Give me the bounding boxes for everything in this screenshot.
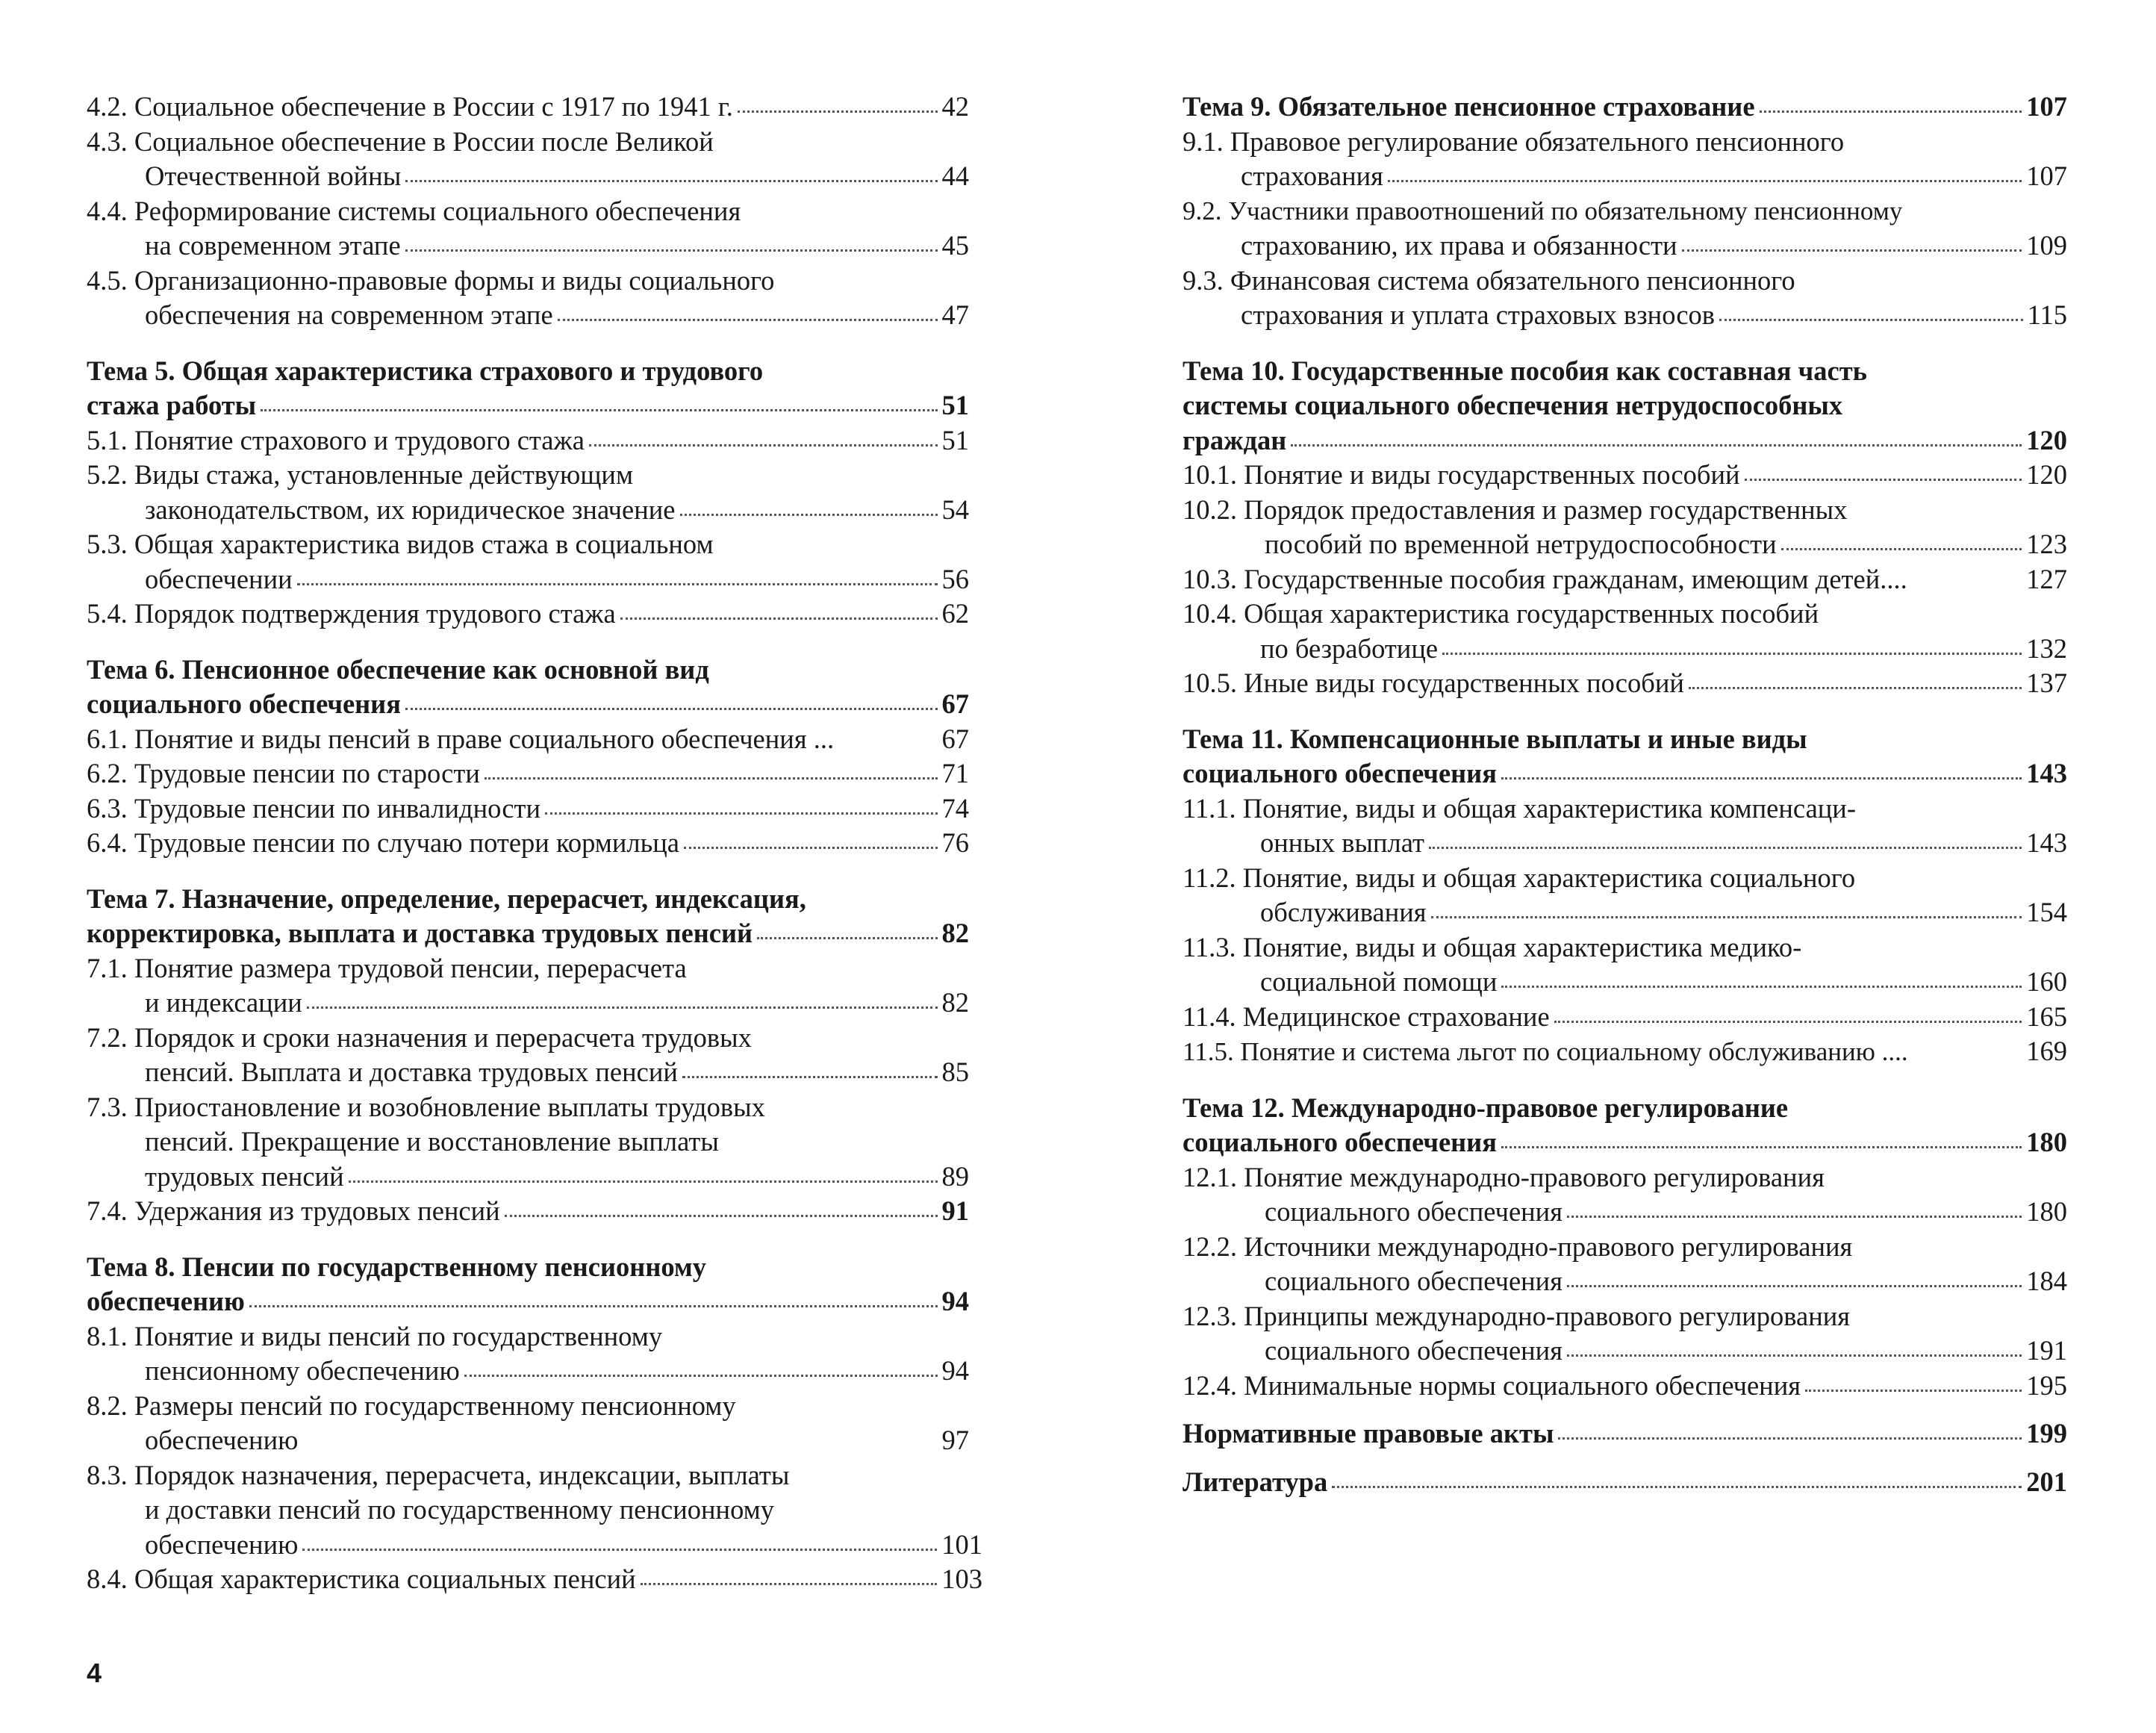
toc-entry-text: обеспечению <box>145 1528 299 1560</box>
toc-entry-text: 12.2. Источники международно-правового регулирования <box>1183 1230 1853 1262</box>
toc-leader-dots <box>307 1006 938 1009</box>
toc-leader-dots <box>405 708 938 710</box>
toc-leader-dots <box>1719 319 2023 321</box>
toc-entry-text: 10.3. Государственные пособия гражданам, имеющим детей.... <box>1183 563 1907 594</box>
toc-entry-text: 12.4. Минимальные нормы социального обеспечения <box>1183 1369 1801 1401</box>
toc-entry-text: 10.2. Порядок предоставления и размер государственных <box>1183 494 1848 525</box>
toc-entry-text: социального обеспечения <box>1265 1196 1563 1227</box>
toc-chapter-8-heading[interactable] <box>87 1250 969 1319</box>
toc-leader-dots <box>757 937 937 939</box>
toc-entry-text: страхования <box>1241 161 1383 191</box>
toc-entry-text: 5.2. Виды стажа, установленные действующим <box>87 459 634 490</box>
toc-page-number: 47 <box>941 299 969 330</box>
toc-leader-dots <box>349 1180 938 1183</box>
toc-leader-dots <box>738 111 938 113</box>
toc-group-chapter-5 <box>87 354 969 632</box>
toc-leader-dots <box>680 514 938 516</box>
toc-heading-text: Тема 6. Пенсионное обеспечение как основной вид <box>87 653 709 685</box>
toc-entry-text: страхованию, их права и обязанности <box>1241 230 1677 261</box>
toc-page-number: 56 <box>941 563 969 594</box>
toc-leader-dots <box>1567 1216 2022 1218</box>
toc-entry-text: пенсий. Прекращение и восстановление выплаты <box>145 1126 719 1157</box>
toc-leader-dots <box>558 319 938 321</box>
toc-entry-8-1[interactable] <box>87 1319 969 1389</box>
toc-entry-4-3[interactable] <box>87 125 969 194</box>
toc-page-number: 180 <box>2026 1196 2067 1227</box>
toc-entry-7-3[interactable] <box>87 1090 969 1195</box>
toc-entry-8-4[interactable] <box>87 1562 982 1597</box>
toc-heading-text: корректировка, выплата и доставка трудовых пенсий <box>87 918 753 948</box>
toc-leader-dots <box>302 1549 937 1551</box>
toc-heading-text: Тема 10. Государственные пособия как составная часть <box>1183 355 1867 386</box>
toc-leader-dots <box>1291 444 2022 447</box>
toc-leader-dots <box>1501 1146 2022 1148</box>
toc-entry-text: 6.1. Понятие и виды пенсий в праве социального обеспечения ... <box>87 723 835 754</box>
toc-page-number: 89 <box>941 1160 969 1192</box>
toc-entry-12-1[interactable] <box>1183 1160 2067 1230</box>
toc-chapter-9-heading[interactable] <box>1183 90 2067 125</box>
toc-entry-text: 4.3. Социальное обеспечение в России после Великой <box>87 125 714 157</box>
toc-entry-9-2[interactable] <box>1183 194 2067 264</box>
toc-group-chapter-7 <box>87 882 969 1229</box>
toc-entry-text: 10.5. Иные виды государственных пособий <box>1183 668 1684 698</box>
toc-group-literature <box>1183 1465 2067 1500</box>
toc-entry-7-2[interactable] <box>87 1021 969 1090</box>
toc-leader-dots <box>249 1305 938 1307</box>
toc-leader-dots <box>261 409 937 411</box>
toc-entry-7-1[interactable] <box>87 951 969 1021</box>
toc-page-number: 67 <box>941 688 969 719</box>
toc-leader-dots <box>641 1583 938 1585</box>
toc-left-column <box>87 90 982 1597</box>
toc-leader-dots <box>1682 249 2022 252</box>
toc-page-number: 91 <box>941 1195 969 1226</box>
toc-entry-text: 4.4. Реформирование системы социального обеспечения <box>87 195 741 226</box>
toc-entry-10-4[interactable] <box>1183 597 2067 666</box>
toc-entry-6-3[interactable] <box>87 791 969 827</box>
toc-entry-text: 11.2. Понятие, виды и общая характеристика социального <box>1183 862 1856 893</box>
toc-page-number: 143 <box>2026 827 2067 858</box>
toc-entry-text: 6.3. Трудовые пенсии по инвалидности <box>87 792 541 824</box>
toc-leader-dots <box>297 583 938 585</box>
toc-chapter-11-heading[interactable] <box>1183 722 2067 791</box>
toc-group-chapter-4 <box>87 90 969 333</box>
toc-leader-dots <box>405 180 937 182</box>
toc-page-number: 195 <box>2026 1369 2067 1401</box>
toc-entry-6-4[interactable] <box>87 826 969 861</box>
toc-leader-dots <box>545 812 937 815</box>
toc-entry-7-4[interactable] <box>87 1194 969 1229</box>
toc-entry-9-3[interactable] <box>1183 264 2067 333</box>
toc-heading-text: Тема 12. Международно-правовое регулирование <box>1183 1092 1789 1123</box>
toc-entry-4-4[interactable] <box>87 194 969 264</box>
toc-entry-text: на современном этапе <box>145 230 401 261</box>
toc-leader-dots <box>1501 777 2022 780</box>
toc-heading-text: Тема 9. Обязательное пенсионное страхование <box>1183 91 1755 122</box>
toc-entry-text: 8.1. Понятие и виды пенсий по государственному <box>87 1320 663 1351</box>
toc-entry-text: 9.2. Участники правоотношений по обязательному пенсионному <box>1183 196 1903 225</box>
toc-page-number: 201 <box>2026 1466 2067 1497</box>
toc-page-number: 169 <box>2026 1036 2067 1066</box>
toc-leader-dots <box>1442 653 2022 655</box>
toc-chapter-12-heading[interactable] <box>1183 1091 2067 1160</box>
toc-entry-8-3[interactable] <box>87 1458 982 1563</box>
toc-entry-11-3[interactable] <box>1183 930 2067 1000</box>
toc-entry-text: 12.1. Понятие международно-правового регулирования <box>1183 1161 1825 1192</box>
toc-entry-text: 7.1. Понятие размера трудовой пенсии, перерасчета <box>87 952 687 983</box>
toc-heading-text: Тема 11. Компенсационные выплаты и иные виды <box>1183 723 1807 754</box>
toc-page-number: 71 <box>941 758 969 788</box>
toc-entry-12-4[interactable] <box>1183 1369 2067 1404</box>
toc-entry-text: пенсий. Выплата и доставка трудовых пенсий <box>145 1057 678 1087</box>
toc-leader-dots <box>682 1076 938 1078</box>
toc-heading-text: Тема 8. Пенсии по государственному пенсионному <box>87 1251 707 1282</box>
toc-entry-9-1[interactable] <box>1183 125 2067 194</box>
toc-entry-text: 10.4. Общая характеристика государственных пособий <box>1183 598 1819 629</box>
toc-group-chapter-9 <box>1183 90 2067 333</box>
toc-page-number: 107 <box>2026 161 2067 191</box>
toc-entry-text: социальной помощи <box>1260 966 1498 997</box>
toc-entry-5-2[interactable] <box>87 458 969 527</box>
toc-entry-text: 8.3. Порядок назначения, перерасчета, индексации, выплаты <box>87 1459 790 1490</box>
toc-entry-text: 6.4. Трудовые пенсии по случаю потери кормильца <box>87 827 679 858</box>
toc-legal-acts-heading[interactable] <box>1183 1416 2067 1452</box>
toc-leader-dots <box>1501 986 2022 988</box>
toc-entry-5-3[interactable] <box>87 527 969 597</box>
toc-group-chapter-11 <box>1183 722 2067 1070</box>
toc-page-number: 101 <box>941 1528 982 1560</box>
toc-entry-11-4[interactable] <box>1183 1000 2067 1035</box>
toc-entry-10-3[interactable] <box>1183 562 2067 597</box>
toc-leader-dots <box>684 847 938 849</box>
toc-leader-dots <box>1431 916 2022 918</box>
toc-right-column <box>1183 90 2067 1499</box>
toc-heading-text: социального обеспечения <box>1183 1127 1497 1157</box>
toc-entry-11-5[interactable] <box>1183 1034 2067 1070</box>
toc-entry-6-2[interactable] <box>87 756 969 791</box>
toc-page-number: 160 <box>2026 966 2067 997</box>
toc-leader-dots <box>405 249 938 252</box>
toc-leader-dots <box>1388 180 2022 182</box>
toc-entry-text: онных выплат <box>1260 827 1424 858</box>
toc-entry-11-2[interactable] <box>1183 861 2067 930</box>
toc-leader-dots <box>1558 1437 2022 1440</box>
toc-leader-dots <box>1567 1354 2022 1357</box>
toc-chapter-7-heading[interactable] <box>87 882 969 951</box>
toc-page-number: 154 <box>2026 897 2067 927</box>
toc-page-number: 107 <box>2026 91 2067 122</box>
toc-heading-text: социального обеспечения <box>1183 758 1497 788</box>
toc-page-number: 42 <box>941 91 969 122</box>
toc-entry-text: 11.4. Медицинское страхование <box>1183 1001 1550 1032</box>
toc-entry-text: 6.2. Трудовые пенсии по старости <box>87 758 480 788</box>
toc-entry-text: 9.3. Финансовая система обязательного пенсионного <box>1183 264 1795 296</box>
toc-entry-text: 5.1. Понятие страхового и трудового стажа <box>87 424 585 455</box>
toc-chapter-10-heading[interactable] <box>1183 354 2067 458</box>
toc-entry-text: 7.2. Порядок и сроки назначения и перерасчета трудовых <box>87 1021 752 1053</box>
toc-entry-text: обеспечения на современном этапе <box>145 299 553 330</box>
toc-entry-11-1[interactable] <box>1183 791 2067 861</box>
toc-entry-text: обеспечении <box>145 563 293 594</box>
toc-entry-text: 4.2. Социальное обеспечение в России с 1917 по 1941 г. <box>87 91 733 122</box>
toc-group-legal-acts <box>1183 1416 2067 1452</box>
toc-page-number: 127 <box>2026 563 2067 594</box>
toc-page-number: 82 <box>941 918 969 948</box>
toc-page-number: 67 <box>941 723 969 754</box>
toc-chapter-6-heading[interactable] <box>87 653 969 722</box>
toc-heading-text: социального обеспечения <box>87 688 401 719</box>
toc-page-number: 97 <box>941 1425 969 1455</box>
toc-page-number: 44 <box>941 161 969 191</box>
toc-group-chapter-6 <box>87 653 969 861</box>
toc-entry-text: пенсионному обеспечению <box>145 1355 460 1386</box>
toc-page-number: 94 <box>941 1355 969 1386</box>
toc-leader-dots <box>1567 1285 2022 1287</box>
toc-page-number: 184 <box>2026 1266 2067 1296</box>
toc-page-number: 199 <box>2026 1418 2067 1449</box>
toc-entry-5-1[interactable] <box>87 423 969 458</box>
toc-page-number: 74 <box>941 792 969 824</box>
toc-entry-text: пособий по временной нетрудоспособности <box>1265 529 1777 559</box>
toc-entry-text: законодательством, их юридическое значение <box>145 494 676 525</box>
toc-leader-dots <box>1781 548 2022 550</box>
toc-leader-dots <box>1332 1486 2022 1488</box>
toc-page-number: 85 <box>941 1057 969 1087</box>
toc-heading-text: стажа работы <box>87 390 257 420</box>
toc-entry-text: 4.5. Организационно-правовые формы и виды социального <box>87 264 775 296</box>
toc-page-number: 191 <box>2026 1335 2067 1366</box>
toc-entry-text: обеспечению <box>145 1425 299 1455</box>
toc-leader-dots <box>1760 111 2022 113</box>
toc-entry-12-3[interactable] <box>1183 1299 2067 1369</box>
page-number: 4 <box>87 1658 102 1688</box>
toc-page-number: 123 <box>2026 529 2067 559</box>
toc-entry-12-2[interactable] <box>1183 1230 2067 1299</box>
toc-leader-dots <box>1554 1021 2022 1023</box>
toc-page-number: 165 <box>2026 1001 2067 1032</box>
toc-entry-text: 8.2. Размеры пенсий по государственному пенсионному <box>87 1390 736 1421</box>
toc-entry-text: 9.1. Правовое регулирование обязательного пенсионного <box>1183 125 1845 157</box>
toc-page-number: 115 <box>2027 299 2067 330</box>
toc-page-number: 45 <box>941 230 969 261</box>
toc-heading-text: Нормативные правовые акты <box>1183 1418 1554 1449</box>
toc-page-number: 76 <box>941 827 969 858</box>
toc-entry-text: социального обеспечения <box>1265 1266 1563 1296</box>
toc-entry-text: 5.3. Общая характеристика видов стажа в социальном <box>87 529 714 559</box>
toc-heading-text: Тема 7. Назначение, определение, перерасчет, индексация, <box>87 883 806 914</box>
toc-page-number: 120 <box>2026 424 2067 455</box>
toc-page-number: 109 <box>2026 230 2067 261</box>
toc-entry-text: и индексации <box>145 987 302 1018</box>
toc-group-chapter-8 <box>87 1250 982 1597</box>
toc-leader-dots <box>620 617 938 620</box>
toc-page-number: 94 <box>941 1286 969 1316</box>
toc-chapter-5-heading[interactable] <box>87 354 969 423</box>
toc-entry-text: и доставки пенсий по государственному пенсионному <box>145 1494 774 1525</box>
toc-leader-dots <box>485 777 938 780</box>
toc-page-number: 51 <box>941 424 969 455</box>
toc-entry-4-2[interactable] <box>87 90 969 125</box>
toc-entry-text: 7.3. Приостановление и возобновление выплаты трудовых <box>87 1091 765 1122</box>
toc-entry-text: трудовых пенсий <box>145 1160 344 1192</box>
toc-entry-4-5[interactable] <box>87 264 969 333</box>
toc-leader-dots <box>1805 1390 2022 1392</box>
toc-literature-heading[interactable] <box>1183 1465 2067 1500</box>
toc-page-number: 137 <box>2026 668 2067 698</box>
toc-entry-10-2[interactable] <box>1183 493 2067 562</box>
toc-page-number: 103 <box>941 1564 982 1594</box>
toc-leader-dots <box>464 1375 938 1377</box>
toc-page-number: 62 <box>941 598 969 629</box>
toc-entry-text: обслуживания <box>1260 897 1427 927</box>
toc-entry-6-1[interactable] <box>87 722 969 757</box>
toc-group-chapter-12 <box>1183 1091 2067 1404</box>
toc-entry-5-4[interactable] <box>87 597 969 632</box>
toc-page-number: 120 <box>2026 459 2067 490</box>
toc-heading-text: системы социального обеспечения нетрудоспособных <box>1183 390 1843 420</box>
toc-leader-dots <box>505 1215 938 1217</box>
toc-leader-dots <box>589 444 938 447</box>
toc-page-number: 132 <box>2026 632 2067 664</box>
toc-page-number: 180 <box>2026 1127 2067 1157</box>
toc-entry-text: по безработице <box>1260 632 1439 664</box>
toc-heading-text: Тема 5. Общая характеристика страхового и трудового <box>87 355 764 386</box>
toc-entry-text: 5.4. Порядок подтверждения трудового стажа <box>87 598 616 629</box>
toc-page-number: 143 <box>2026 758 2067 788</box>
toc-entry-text: 8.4. Общая характеристика социальных пенсий <box>87 1564 636 1594</box>
toc-entry-8-2[interactable] <box>87 1389 969 1458</box>
toc-entry-text: страхования и уплата страховых взносов <box>1241 299 1716 330</box>
toc-page-number: 54 <box>941 494 969 525</box>
toc-entry-text: 12.3. Принципы международно-правового регулирования <box>1183 1300 1851 1331</box>
toc-entry-10-1[interactable] <box>1183 458 2067 493</box>
toc-leader-dots <box>1689 687 2022 689</box>
toc-leader-dots <box>1429 847 2022 849</box>
toc-entry-text: 11.3. Понятие, виды и общая характеристика медико- <box>1183 931 1802 962</box>
toc-entry-text: 10.1. Понятие и виды государственных пособий <box>1183 459 1740 490</box>
toc-page-number: 51 <box>941 390 969 420</box>
toc-group-chapter-10 <box>1183 354 2067 701</box>
toc-entry-text: Отечественной войны <box>145 161 402 191</box>
toc-heading-text: обеспечению <box>87 1286 245 1316</box>
toc-entry-text: 11.5. Понятие и система льгот по социальному обслуживанию .... <box>1183 1037 1908 1066</box>
toc-entry-text: 11.1. Понятие, виды и общая характеристика компенсаци- <box>1183 792 1856 824</box>
toc-entry-text: 7.4. Удержания из трудовых пенсий <box>87 1195 500 1226</box>
toc-page-number: 82 <box>941 987 969 1018</box>
toc-leader-dots <box>1745 479 2022 481</box>
toc-entry-10-5[interactable] <box>1183 666 2067 701</box>
toc-entry-text: социального обеспечения <box>1265 1335 1563 1366</box>
toc-heading-text: Литература <box>1183 1466 1328 1497</box>
toc-heading-text: граждан <box>1183 424 1287 455</box>
